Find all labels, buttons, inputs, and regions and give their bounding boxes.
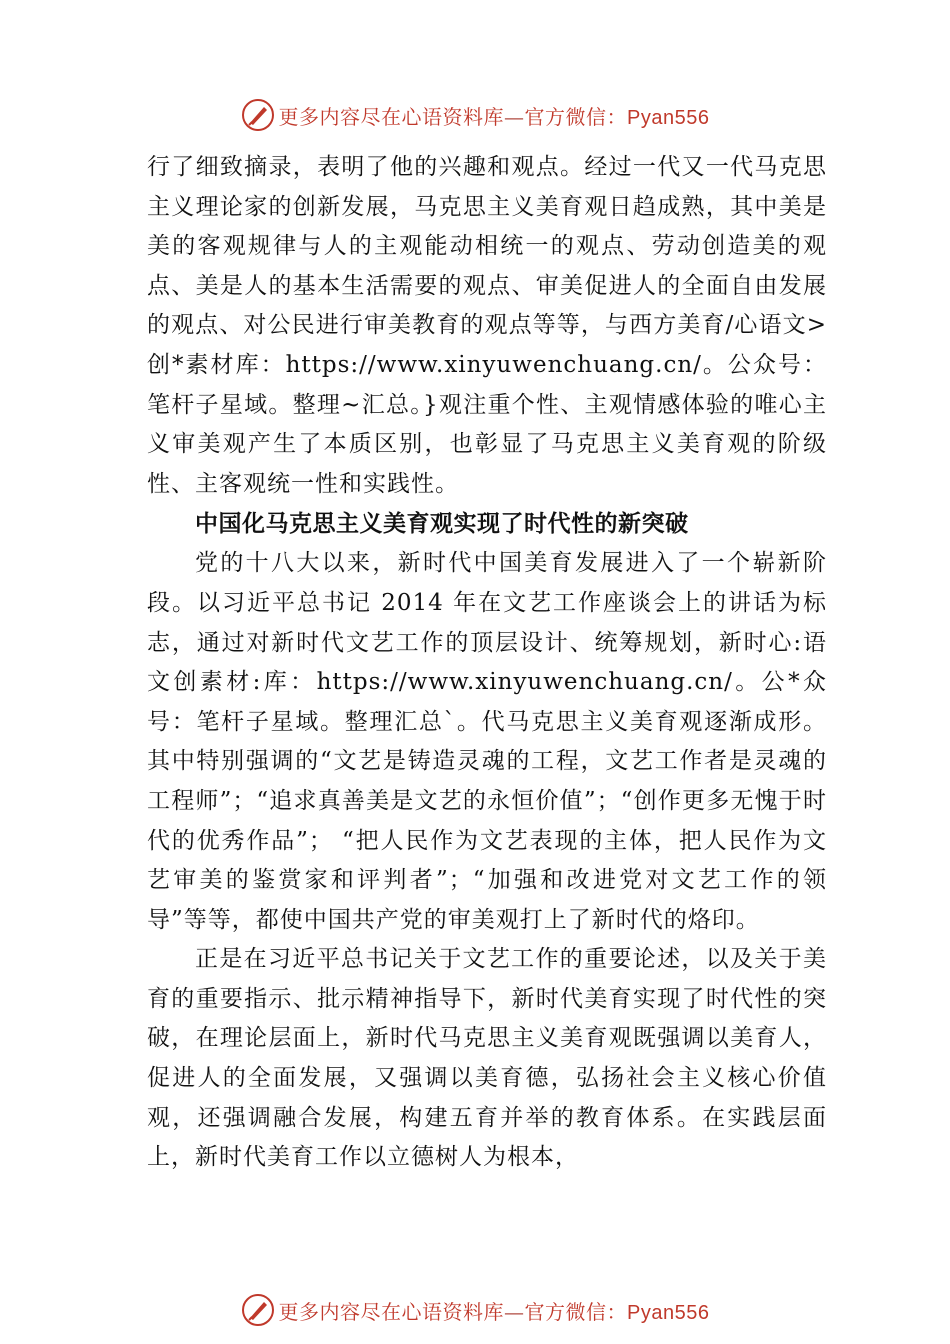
pen-logo-icon [241,98,275,132]
watermark-text: 更多内容尽在心语资料库—官方微信：Pyan556 [278,1299,710,1324]
watermark-text: 更多内容尽在心语资料库—官方微信：Pyan556 [278,104,710,129]
paragraph: 行了细致摘录，表明了他的兴趣和观点。经过一代又一代马克思主义理论家的创新发展，马克思主义美育观日趋成熟，其中美是美的客观规律与人的主观能动相统一的观点、劳动创造美的观点、美是人的基本生活需要的观点、审美促进人的全面自由发展的观点、对公民进行审美教育的观点等等，与西方美育/心语文>创*素材库：https://www.xinyuwenchuang.cn/。公众号：笔杆子星域。整理~汇总。}观注重个性、主观情感体验的唯心主义审美观产生了本质区别，也彰显了马克思主义美育观的阶级性、主客观统一性和实践性。 [147,154,827,497]
paragraph: 正是在习近平总书记关于文艺工作的重要论述，以及关于美育的重要指示、批示精神指导下，新时代美育实现了时代性的突破，在理论层面上，新时代马克思主义美育观既强调以美育人，促进人的全面发展，又强调以美育德，弘扬社会主义核心价值观，还强调融合发展，构建五育并举的教育体系。在实践层面上，新时代美育工作以立德树人为根本， [147,946,827,1171]
paragraph: 党的十八大以来，新时代中国美育发展进入了一个崭新阶段。以习近平总书记 2014 年在文艺工作座谈会上的讲话为标志，通过对新时代文艺工作的顶层设计、统筹规划，新时心:语文创素材:库：https://www.xinyuwenchuang.cn/。公*众号：笔杆子星域。整理汇总`。代马克思主义美育观逐渐成形。其中特别强调的“文艺是铸造灵魂的工程，文艺工作者是灵魂的工程师”；“追求真善美是文艺的永恒价值”；“创作更多无愧于时代的优秀作品”； “把人民作为文艺表现的主体，把人民作为文艺审美的鉴赏家和评判者”；“加强和改进党对文艺工作的领导”等等，都使中国共产党的审美观打上了新时代的烙印。 [147,550,827,933]
article-body [147,148,827,1178]
pen-logo-icon [241,1293,275,1327]
footer-watermark [0,1290,950,1330]
header-watermark [0,95,950,135]
section-heading: 中国化马克思主义美育观实现了时代性的新突破 [195,511,689,538]
